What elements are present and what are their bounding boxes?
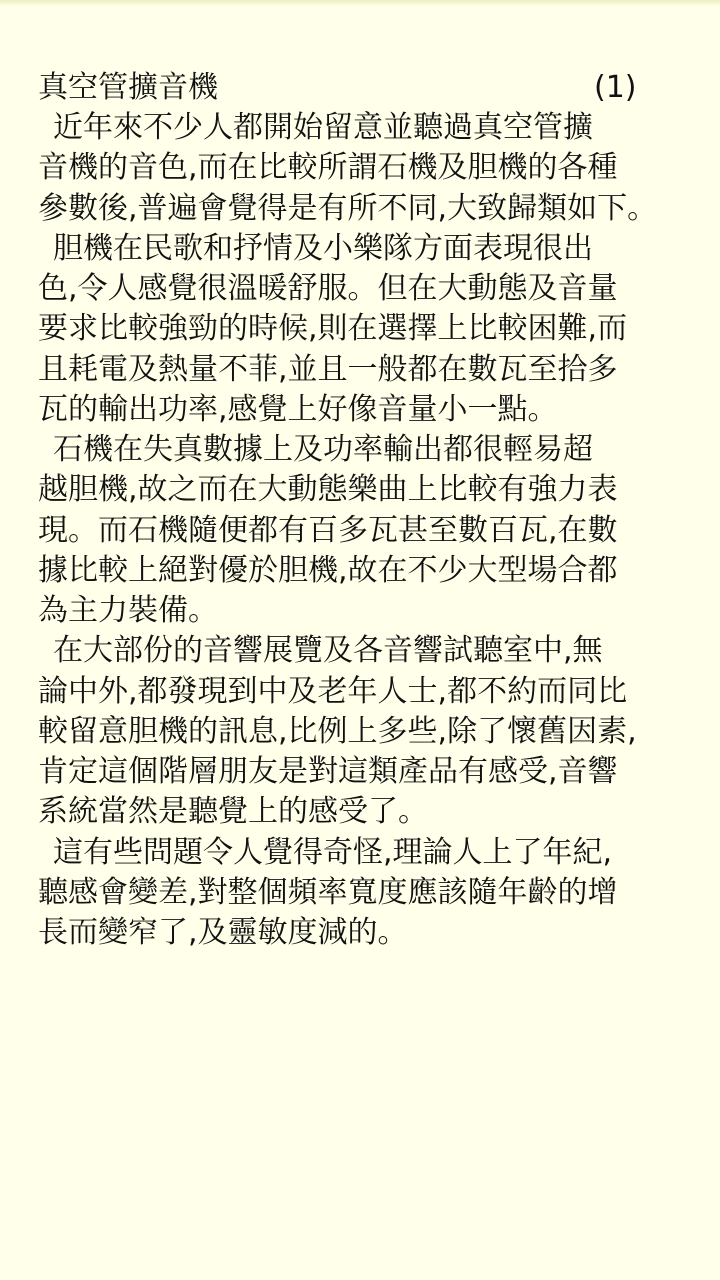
text-line: 近年來不少人都開始留意並聽過真空管擴 [53, 110, 593, 145]
text-line: 音機的音色,而在比較所謂石機及胆機的各種 [38, 150, 618, 186]
page-number: (1) [594, 70, 637, 105]
reader-page[interactable] [38, 68, 708, 953]
text-line: 胆機在民歌和抒情及小樂隊方面表現很出 [53, 230, 593, 266]
text-line: 系統當然是聽覺上的感受了。 [38, 794, 428, 830]
text-line: 石機在失真數據上及功率輸出都很輕易超 [53, 432, 593, 467]
text-line: 要求比較強勁的時候,則在選擇上比較困難,而 [38, 311, 628, 347]
text-line: 瓦的輸出功率,感覺上好像音量小一點。 [38, 391, 558, 427]
text-line: 現。而石機隨便都有百多瓦甚至數百瓦,在數 [38, 512, 618, 548]
text-line: 且耗電及熱量不菲,並且一般都在數瓦至拾多 [38, 351, 618, 387]
text-line: 論中外,都發現到中及老年人士,都不約而同比 [38, 673, 628, 709]
text-line: 為主力裝備。 [38, 593, 218, 628]
text-line: 長而變窄了,及靈敏度減的。 [38, 915, 408, 950]
top-edge [0, 0, 720, 6]
text-line: 聽感會變差,對整個頻率寬度應該隨年齡的增 [38, 874, 618, 910]
title-row [38, 68, 708, 108]
text-line: 肯定這個階層朋友是對這類產品有感受,音響 [38, 754, 618, 789]
text-line: 參數後,普遍會覺得是有所不同,大致歸類如下。 [38, 190, 658, 226]
text-line: 色,令人感覺很溫暖舒服。但在大動態及音量 [38, 271, 618, 306]
text-line: 在大部份的音響展覽及各音響試聽室中,無 [53, 633, 603, 669]
document-title: 真空管擴音機 [38, 70, 218, 105]
text-line: 這有些問題令人覺得奇怪,理論人上了年紀, [53, 834, 613, 870]
text-line: 較留意胆機的訊息,比例上多些,除了懷舊因素, [38, 713, 637, 749]
text-line: 據比較上絕對優於胆機,故在不少大型場合都 [38, 552, 618, 588]
text-line: 越胆機,故之而在大動態樂曲上比較有強力表 [38, 472, 618, 508]
